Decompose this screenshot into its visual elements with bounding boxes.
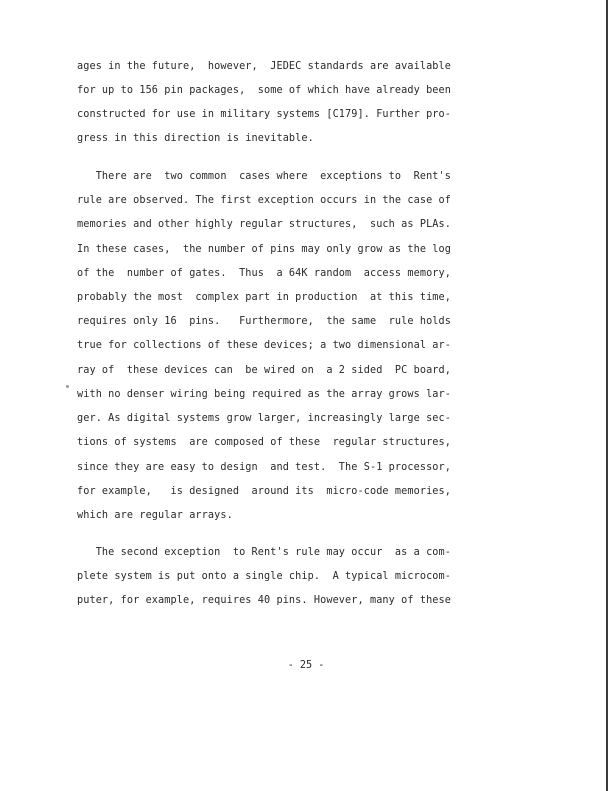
text-line: true for collections of these devices; a two dimensional ar- [77, 340, 452, 351]
text-line: ray of these devices can be wired on a 2 sided PC board, [77, 365, 452, 376]
text-line: In these cases, the number of pins may only grow as the log [77, 244, 452, 255]
margin-mark [66, 385, 69, 388]
text-line: rule are observed. The first exception occurs in the case of [77, 195, 452, 206]
text-line: for up to 156 pin packages, some of which have already been [77, 85, 452, 96]
text-line: ages in the future, however, JEDEC standards are available [77, 61, 452, 72]
text-line: of the number of gates. Thus a 64K random access memory, [77, 268, 452, 279]
text-line: constructed for use in military systems [C179]. Further pro- [77, 109, 452, 120]
text-line: There are two common cases where exceptions to Rent's [77, 171, 452, 182]
text-line: requires only 16 pins. Furthermore, the same rule holds [77, 316, 452, 327]
text-line: since they are easy to design and test. The S-1 processor, [77, 462, 452, 473]
text-line: plete system is put onto a single chip. A typical microcom- [77, 571, 452, 582]
text-line: which are regular arrays. [77, 510, 233, 521]
text-line: probably the most complex part in production at this time, [77, 292, 452, 303]
text-line: gress in this direction is inevitable. [77, 133, 314, 144]
text-line: memories and other highly regular structures, such as PLAs. [77, 219, 452, 230]
text-line: with no denser wiring being required as the array grows lar- [77, 389, 452, 400]
text-line: puter, for example, requires 40 pins. However, many of these [77, 595, 452, 606]
page-edge [606, 0, 608, 791]
page-number: - 25 - [287, 660, 325, 671]
text-line: tions of systems are composed of these regular structures, [77, 437, 452, 448]
text-line: The second exception to Rent's rule may occur as a com- [77, 547, 452, 558]
text-line: ger. As digital systems grow larger, increasingly large sec- [77, 413, 452, 424]
text-line: for example, is designed around its micro-code memories, [77, 486, 452, 497]
